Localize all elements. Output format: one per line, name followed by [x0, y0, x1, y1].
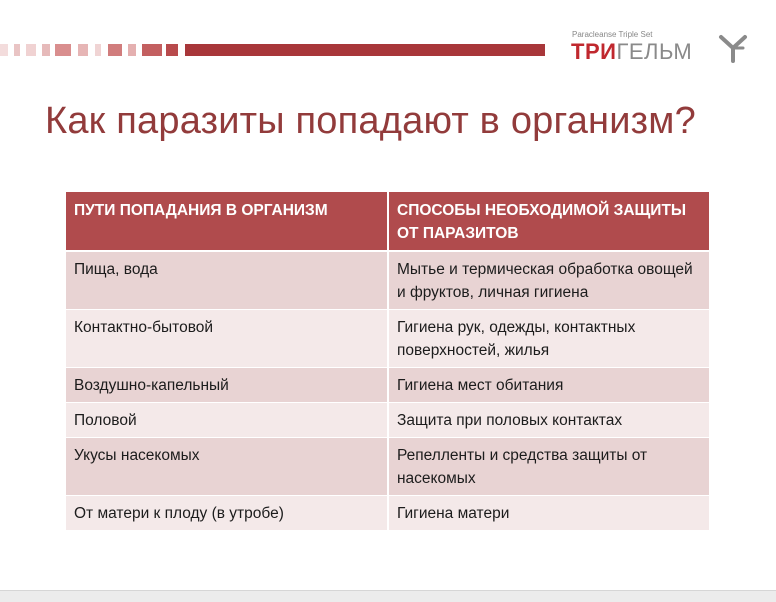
- header-protection-methods: СПОСОБЫ НЕОБХОДИМОЙ ЗАЩИТЫ ОТ ПАРАЗИТОВ: [387, 192, 709, 252]
- table-row: [66, 496, 709, 531]
- table-row: [66, 368, 709, 403]
- logo-wordmark: ТРИГЕЛЬМ: [571, 39, 693, 64]
- page-title: Как паразиты попадают в организм?: [45, 100, 696, 142]
- route-cell: Укусы насекомых: [66, 438, 387, 496]
- protection-cell: Мытье и термическая обработка овощей и фруктов, личная гигиена: [387, 252, 709, 310]
- protection-cell: Защита при половых контактах: [387, 403, 709, 438]
- route-cell: Контактно-бытовой: [66, 310, 387, 368]
- table-header-row: [66, 192, 709, 252]
- protection-cell: Гигиена матери: [387, 496, 709, 531]
- protection-cell: Гигиена мест обитания: [387, 368, 709, 403]
- decorative-stripe: [0, 44, 545, 56]
- protection-cell: Репелленты и средства защиты от насекомых: [387, 438, 709, 496]
- route-cell: Воздушно-капельный: [66, 368, 387, 403]
- table-row: [66, 438, 709, 496]
- logo-subtitle: Paracleanse Triple Set: [572, 30, 653, 39]
- route-cell: От матери к плоду (в утробе): [66, 496, 387, 531]
- brand-logo: [566, 30, 756, 70]
- route-cell: Половой: [66, 403, 387, 438]
- logo-trident-icon: [716, 31, 750, 65]
- protection-cell: Гигиена рук, одежды, контактных поверхностей, жилья: [387, 310, 709, 368]
- header-entry-routes: ПУТИ ПОПАДАНИЯ В ОРГАНИЗМ: [66, 192, 387, 252]
- table-row: [66, 252, 709, 310]
- table-row: [66, 403, 709, 438]
- bottom-edge: [0, 590, 776, 602]
- table-row: [66, 310, 709, 368]
- route-cell: Пища, вода: [66, 252, 387, 310]
- parasite-table: [66, 192, 709, 531]
